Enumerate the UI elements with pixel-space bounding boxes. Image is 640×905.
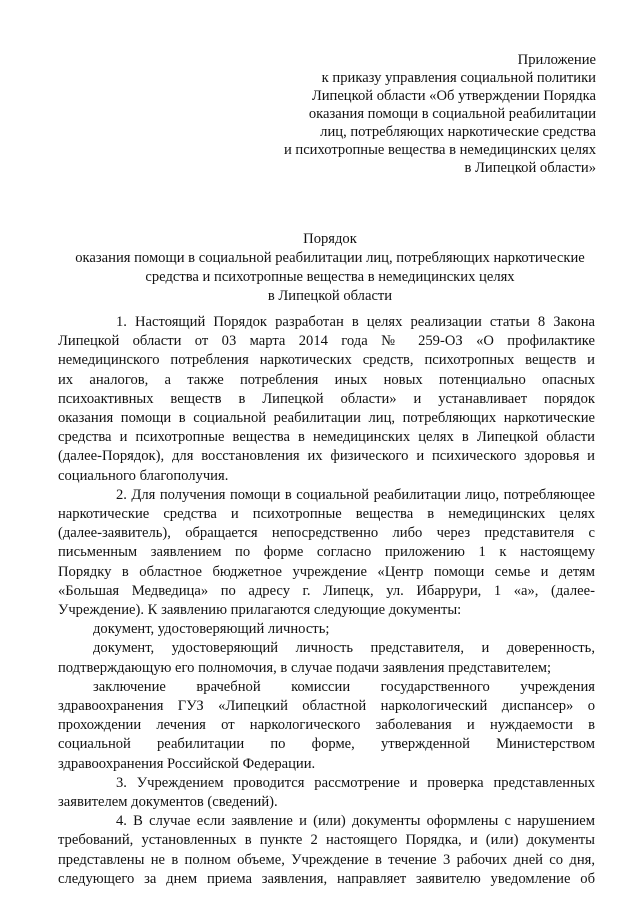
appendix-line: оказания помощи в социальной реабилитации: [308, 106, 596, 122]
text-line: документ, удостоверяющий личность;: [93, 621, 330, 638]
title-line: средства и психотропные вещества в немедицинских целях: [145, 269, 515, 285]
document-title: [60, 230, 600, 306]
text-line: заявителем документов (сведений).: [58, 794, 278, 811]
document-body: [58, 313, 595, 889]
paragraph-1: [58, 313, 595, 486]
document-item-1: [58, 620, 595, 639]
text-line: подтверждающую его полномочия, в случае подачи заявления представителем;: [58, 659, 552, 676]
appendix-line: Липецкой области «Об утверждении Порядка: [311, 88, 596, 104]
text-line: здравоохранения ГУЗ «Липецкий областной наркологический диспансер» о: [58, 698, 595, 715]
text-line: заключение врачебной комиссии государственного учреждения: [93, 678, 595, 695]
appendix-line: и психотропные вещества в немедицинских целях: [283, 142, 596, 158]
text-line: документ, удостоверяющий личность представителя, и доверенность,: [93, 640, 595, 657]
title-line: в Липецкой области: [267, 288, 393, 304]
title-line: оказания помощи в социальной реабилитации лиц, потребляющих наркотические: [75, 250, 585, 266]
text-line: социальной реабилитации по форме, утвержденной Министерством: [58, 736, 595, 753]
text-line: Учреждение). К заявлению прилагаются следующие документы:: [58, 602, 462, 619]
text-line: Порядку в областное бюджетное учреждение «Центр помощи семье и детям: [58, 563, 595, 580]
text-line: наркотические средства и психотропные вещества в немедицинских целях: [58, 506, 595, 523]
text-line: средства и психотропные вещества в немедицинских целях в Липецкой области: [58, 429, 595, 446]
text-line: письменным заявлением по форме согласно приложению 1 к настоящему: [58, 544, 595, 561]
text-line: 2. Для получения помощи в социальной реабилитации лицо, потребляющее: [116, 486, 595, 503]
text-line: прохождении лечения от наркологического заболевания и нуждаемости в: [58, 717, 595, 734]
text-line: социального благополучия.: [58, 467, 229, 484]
text-line: оказания помощи в социальной реабилитации лиц, потребляющих наркотические: [58, 410, 595, 427]
appendix-line: Приложение: [517, 52, 596, 68]
text-line: следующего за днем приема заявления, направляет заявителю уведомление об: [58, 870, 595, 887]
title-line: Порядок: [303, 231, 357, 247]
text-line: Липецкой области от 03 марта 2014 года № 259-ОЗ «О профилактике: [58, 333, 595, 350]
text-line: психоактивных веществ в Липецкой области» и устанавливает порядок: [58, 390, 595, 407]
text-line: (далее-Порядок), для восстановления их физического и психического здоровья и: [58, 448, 595, 465]
text-line: (далее-заявитель), обращается непосредственно либо через представителя с: [58, 525, 595, 542]
appendix-line: в Липецкой области»: [464, 160, 596, 176]
text-line: представлены не в полном объеме, Учреждение в течение 3 рабочих дней со дня,: [58, 851, 595, 868]
paragraph-4: [58, 812, 595, 889]
text-line: здравоохранения Российской Федерации.: [58, 755, 316, 772]
paragraph-2: [58, 486, 595, 620]
text-line: 3. Учреждением проводится рассмотрение и проверка представленных: [116, 774, 595, 791]
appendix-line: к приказу управления социальной политики: [321, 70, 596, 86]
document-item-3: [58, 678, 595, 774]
appendix-line: лиц, потребляющих наркотические средства: [320, 124, 596, 140]
text-line: «Большая Медведица» по адресу г. Липецк, ул. Ибаррури, 1 «а», (далее-: [58, 582, 595, 599]
text-line: их аналогов, а также потребления иных новых потенциально опасных: [58, 371, 595, 388]
appendix-header: [284, 51, 596, 177]
paragraph-3: [58, 774, 595, 812]
text-line: требований, установленных в пункте 2 настоящего Порядка, и (или) документы: [58, 832, 595, 849]
text-line: 1. Настоящий Порядок разработан в целях реализации статьи 8 Закона: [116, 314, 595, 330]
text-line: 4. В случае если заявление и (или) документы оформлены с нарушением: [116, 813, 595, 830]
document-item-2: [58, 639, 595, 677]
text-line: немедицинского потребления наркотических средств, психотропных веществ и: [58, 352, 595, 369]
